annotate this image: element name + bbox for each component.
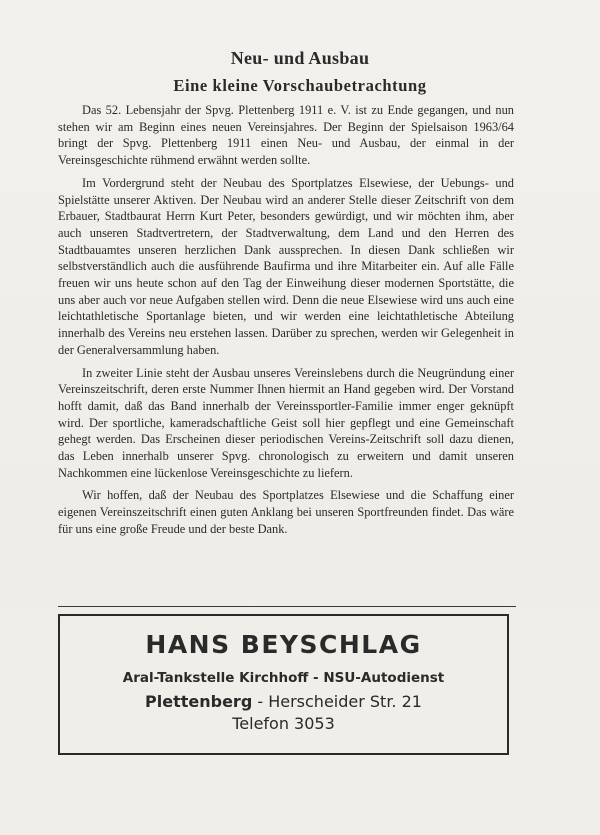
advertisement-box	[58, 614, 509, 755]
paragraph: Im Vordergrund steht der Neubau des Sportplatzes Elsewiese, der Uebungs- und Spielstätte unserer Aktiven. Der Neubau wird an anderer Stelle dieser Zeitschrift von dem Erbauer, Stadtbaurat Herrn Kurt Peter, besonders gewürdigt, und wir möchten ihm, aber auch unseren Stadtvertretern, der Stadtverwaltung, dem Land und den Herren des Stadtbauamtes unseren herzlichen Dank aussprechen. In diesen Dank schließen wir selbstverständlich auch die ausführende Baufirma und ihre Mitarbeiter ein. Auf alle Fälle freuen wir uns heute schon auf den Tag der Einweihung dieser modernen Sportstätte, die uns aber auch vor neue Aufgaben stellen wird. Denn die neue Elsewiese wird uns auch eine leichtathletische Sportanlage bieten, und wir werden eine leichtathletische Abteilung innerhalb des Vereins neu erstehen lassen. Darüber zu sprechen, werden wir Gelegenheit in der Generalversammlung haben.	[58, 175, 514, 357]
advertiser-address-line	[60, 692, 507, 711]
article-body	[58, 102, 514, 544]
advertiser-address: - Herscheider Str. 21	[252, 692, 422, 711]
article-subtitle: Eine kleine Vorschaubetrachtung	[173, 76, 427, 95]
paragraph: In zweiter Linie steht der Ausbau unseres Vereinslebens durch die Neugründung einer Vereinszeitschrift, deren erste Nummer Ihnen hiermit an Hand gegeben wird. Der Vorstand hofft damit, daß das Band innerhalb der Vereinssportler-Familie immer enger geknüpft wird. Der sportliche, kameradschaftliche Geist soll hier gepflegt und eine Gemeinschaft gehegt werden. Das Erscheinen dieser periodischen Vereins-Zeitschrift soll dazu dienen, das Leben innerhalb unserer Spvg. chronologisch zu erweitern und damit unseren Nachkommen eine lückenlose Vereinsgeschichte zu liefern.	[58, 365, 514, 480]
advertiser-services: Aral-Tankstelle Kirchhoff - NSU-Autodienst	[122, 670, 445, 686]
advertiser-name: HANS BEYSCHLAG	[145, 630, 422, 659]
advertiser-phone: Telefon 3053	[232, 714, 335, 733]
paragraph: Wir hoffen, daß der Neubau des Sportplatzes Elsewiese und die Schaffung einer eigenen Vereinszeitschrift einen guten Anklang bei unseren Sportfreunden findet. Das wäre für uns eine große Freude und der beste Dank.	[58, 488, 514, 536]
divider	[58, 606, 516, 607]
advertiser-city: Plettenberg	[145, 692, 253, 711]
paragraph: Das 52. Lebensjahr der Spvg. Plettenberg 1911 e. V. ist zu Ende gegangen, und nun stehen wir am Beginn eines neuen Vereinsjahres. Der Beginn der Spielsaison 1963/64 bringt der Spvg. Plettenberg 1911 einen Neu- und Ausbau, der einmal in der Vereinsgeschichte rühmend erwähnt werden sollte.	[58, 103, 514, 168]
article-title: Neu- und Ausbau	[230, 48, 370, 68]
